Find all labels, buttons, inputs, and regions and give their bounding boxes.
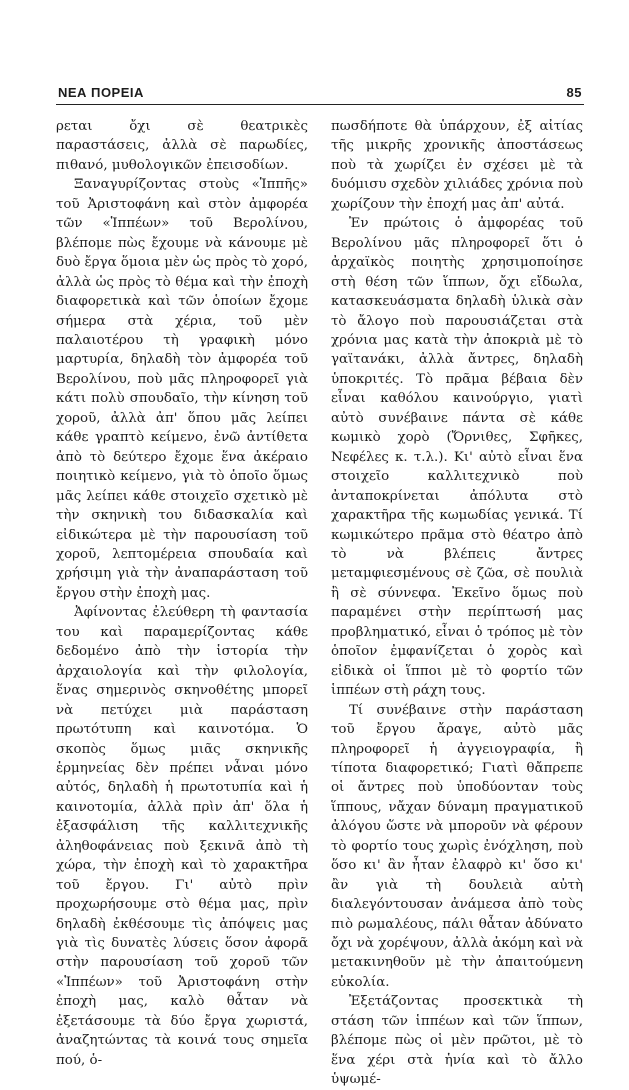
right-column — [331, 117, 583, 1088]
paragraph: Ἀφίνοντας ἐλεύθερη τὴ φαντασία του καὶ παραμερίζοντας κάθε δεδομένο ἀπὸ τὴν ἱστορία τὴν ἀρχαιολογία καὶ τὴν φιλολογία, ἕνας σημερινὸς σκηνοθέτης μπορεῖ νὰ πετύχει μιὰ παράσταση πρωτότυπη καὶ καινοτόμα. Ὁ σκοπὸς ὅμως μιᾶς σκηνικῆς ἑρμηνείας δὲν πρέπει νἆναι μόνο αὐτός, δηλαδὴ ἡ πρωτοτυπία καὶ ἡ καινοτομία, ἀλλὰ πρὶν ἀπ' ὅλα ἡ ἐξασφάλιση τῆς καλλιτεχνικῆς ἀληθοφάνειας ποὺ ξεκινᾶ ἀπὸ τὴ χώρα, τὴν ἐποχὴ καὶ τὸ χαρακτῆρα τοῦ ἔργου. Γι' αὐτὸ πρὶν προχωρήσουμε στὸ θέμα μας, πρὶν δηλαδὴ ἐκθέσουμε τὶς ἀπόψεις μας γιὰ τὶς δυνατὲς λύσεις ὅσον ἀφορᾶ στὴν παρουσίαση τοῦ χοροῦ τῶν «Ἱππέων» τοῦ Ἀριστοφάνη στὴν ἐποχὴ μας, καλὸ θἆταν νὰ ἐξετάσουμε τὰ δύο ἔργα χωριστά, ἀναζητώντας τὰ κοινά τους σημεῖα πού, ὁ- — [56, 605, 308, 1068]
left-column — [56, 117, 308, 1068]
paragraph: ρεται ὄχι σὲ θεατρικὲς παραστάσεις, ἀλλὰ σὲ παρωδίες, πιθανό, μυθολογικῶν ἐπεισοδίων. — [56, 119, 308, 173]
paragraph: Τί συνέβαινε στὴν παράσταση τοῦ ἔργου ἄραγε, αὐτὸ μᾶς πληροφορεῖ ἡ ἀγγειογραφία, ἢ τίποτα διαφορετικό; Γιατὶ θἄπρεπε οἱ ἄντρες ποὺ ὑποδύονταν τοὺς ἵππους, νἄχαν δύναμη πραγματικοῦ ἀλόγου ὥστε νὰ μποροῦν νὰ φέρουν τὸ φορτίο τους χωρὶς ἐνόχληση, ποὺ ὅσο κι' ἂν ἦταν ἐλαφρὸ κι' ὅσο κι' ἂν γιὰ τὴ δουλειὰ αὐτὴ διαλεγόντουσαν ἀνάμεσα ἀπὸ τοὺς πιὸ ρωμαλέους, πάλι θἆταν ἀδύνατο ὄχι νὰ χορέψουν, ἀλλὰ ἀκόμη καὶ νὰ μετακινηθοῦν μὲ τὴν ἀπαιτούμενη εὐκολία. — [331, 702, 583, 990]
paragraph: Ἐν πρώτοις ὁ ἀμφορέας τοῦ Βερολίνου μᾶς πληροφορεῖ ὅτι ὁ ἀρχαϊκὸς ποιητὴς χρησιμοποίησε στὴ θέση τῶν ἵππων, ὄχι εἴδωλα, κατασκευάσματα δηλαδὴ ὑλικὰ σὰν τὸ ἄλογο ποὺ παρουσιάζεται στὰ χρόνια μας κατὰ τὴν ἀποκριὰ μὲ τὸ γαϊτανάκι, ἀλλὰ ἄντρες, δηλαδὴ ὑποκριτές. Τὸ πρᾶμα βέβαια δὲν εἶναι καθόλου καινούργιο, γιατὶ αὐτὸ συνέβαινε πάντα σὲ κάθε κωμικὸ χορὸ (Ὄρνιθες, Σφῆκες, Νεφέλες κ. τ.λ.). Κι' αὐτὸ εἶναι ἕνα στοιχεῖο καλλιτεχνικὸ ποὺ ἀνταποκρίνεται ἀπόλυτα στὸ χαρακτῆρα τῆς κωμωδίας γενικά. Τί κωμικώτερο πρᾶμα στὸ θέατρο ἀπὸ τὸ νὰ βλέπεις ἄντρες μεταμφιεσμένους σὲ ζῶα, σὲ πουλιὰ ἢ σὲ σύννεφα. Ἐκεῖνο ὅμως ποὺ παραμένει στὴν περίπτωσή μας προβληματικό, εἶναι ὁ τρόπος μὲ τὸν ὁποῖον ἐμφανίζεται ὁ χορὸς καὶ εἰδικὰ οἱ ἵπποι μὲ τὸ φορτίο τῶν ἱππέων στὴ ράχη τους. — [331, 216, 583, 699]
page-number: 85 — [566, 85, 582, 100]
journal-title: ΝΕΑ ΠΟΡΕΙΑ — [58, 85, 144, 100]
paragraph: πωσδήποτε θὰ ὑπάρχουν, ἐξ αἰτίας τῆς μικρῆς χρονικῆς ἀποστάσεως ποὺ τὰ χωρίζει ἐν σχέσει μὲ τὰ δυόμισυ σχεδὸν χιλιάδες χρόνια ποὺ χωρίζουν τὴν ἐποχή μας ἀπ' αὐτά. — [331, 119, 583, 212]
running-header — [58, 78, 582, 100]
header-rule — [56, 104, 584, 105]
paragraph: Ἐξετάζοντας προσεκτικὰ τὴ στάση τῶν ἱππέων καὶ τῶν ἵππων, βλέπομε πὼς οἱ μὲν πρῶτοι, μὲ τὸ ἕνα χέρι στὰ ἡνία καὶ τὸ ἄλλο ὑψωμέ- — [331, 994, 583, 1088]
paragraph: Ξαναγυρίζοντας στοὺς «Ἱππῆς» τοῦ Ἀριστοφάνη καὶ στὸν ἀμφορέα τῶν «Ἱππέων» τοῦ Βερολίνου, βλέπομε πὼς ἔχουμε νὰ κάνουμε μὲ δυὸ ἔργα ὅμοια μὲν ὡς πρὸς τὸ χορό, ἀλλὰ ὡς πρὸς τὸ θέμα καὶ τὴν ἐποχὴ διαφορετικὰ καὶ τῶν ὁποίων ἔχομε σήμερα στὰ χέρια, τοῦ μὲν παλαιοτέρου τὴ γραφικὴ μόνο μαρτυρία, δηλαδὴ τὸν ἀμφορέα τοῦ Βερολίνου, ποὺ μᾶς πληροφορεῖ γιὰ κάτι πολὺ σπουδαῖο, τὴν κίνηση τοῦ χοροῦ, ἀλλὰ ἀπ' ὅπου μᾶς λείπει κάθε γραπτὸ κείμενο, ἐνῶ ἀντίθετα ἀπὸ τὸ δεύτερο ἔχομε ἕνα ἀκέραιο ποιητικὸ κείμενο, γιὰ τὸ ὁποῖο ὅμως μᾶς λείπει κάθε στοιχεῖο σχετικὸ μὲ τὴν σκηνικὴ του διδασκαλία καὶ εἰδικώτερα μὲ τὴν παρουσίαση τοῦ χοροῦ, λεπτομέρεια σπουδαία καὶ χρήσιμη γιὰ τὴν ἀναπαράσταση τοῦ ἔργου στὴν ἐποχὴ μας. — [56, 177, 308, 601]
